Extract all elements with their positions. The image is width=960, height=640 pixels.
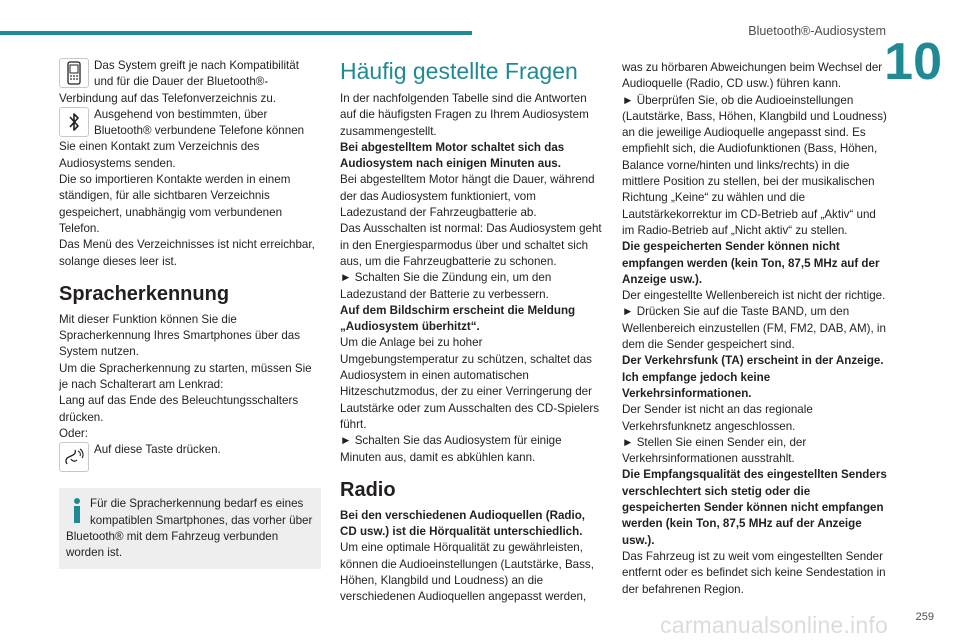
- bluetooth-icon: [59, 107, 89, 137]
- answer-1-2: Das Ausschalten ist normal: Das Audiosystem geht in den Energiesparmodus über und schaltet sich aus, um die Fahrzeugbatterie zu schonen.: [340, 222, 602, 268]
- answer-2-1: Um die Anlage bei zu hoher Umgebungstemperatur zu schützen, schaltet das Audiosystem in einen automatischen Hitzeschutzmodus, der zu einer Verringerung der Lautstärke oder zum Ausschalten des CD-Spielers führt.: [340, 336, 600, 431]
- column-1: [59, 58, 321, 569]
- voice-command-icon: [59, 442, 89, 472]
- question-1: Bei abgestelltem Motor schaltet sich das Audiosystem nach einigen Minuten aus.: [340, 140, 565, 171]
- heading-radio: Radio: [340, 478, 396, 501]
- paragraph-voice-3: Lang auf das Ende des Beleuchtungsschalters drücken.: [59, 394, 299, 424]
- paragraph-faq-intro: In der nachfolgenden Tabelle sind die Antworten auf die häufigsten Fragen zu Ihrem Audiosystem zusammengestellt.: [340, 92, 589, 138]
- answer-5-2: ► Stellen Sie einen Sender ein, der Verkehrsinformationen ausstrahlt.: [622, 435, 807, 466]
- answer-1-3: ► Schalten Sie die Zündung ein, um den Ladezustand der Batterie zu verbessern.: [340, 271, 552, 301]
- paragraph-voice-1: Mit dieser Funktion können Sie die Spracherkennung Ihres Smartphones über das System nutzen.: [59, 312, 301, 359]
- header-accent-bar: [0, 31, 472, 35]
- paragraph-press: Auf diese Taste drücken.: [94, 443, 221, 457]
- info-note-text: Für die Spracherkennung bedarf es eines kompatiblen Smartphones, das vorher über Bluetooth® mit dem Fahrzeug verbunden worden ist.: [66, 497, 313, 560]
- paragraph-voice-2: Um die Spracherkennung zu starten, müssen Sie je nach Schalterart am Lenkrad:: [59, 361, 312, 392]
- question-4: Die gespeicherten Sender können nicht empfangen werden (kein Ton, 87,5 MHz auf der Anzeige usw.).: [622, 240, 880, 286]
- chapter-number: 10: [884, 33, 942, 91]
- answer-4-2: ► Drücken Sie auf die Taste BAND, um den Wellenbereich einzustellen (FM, FM2, DAB, AM), in dem die Sender gespeichert sind.: [622, 305, 886, 352]
- answer-4-1: Der eingestellte Wellenbereich ist nicht der richtige.: [622, 289, 886, 303]
- question-2: Auf dem Bildschirm erscheint die Meldung „Audiosystem überhitzt“.: [340, 303, 576, 334]
- answer-3-3: ► Überprüfen Sie, ob die Audioeinstellungen (Lautstärke, Bass, Höhen, Klangbild und Loudness) an die jeweilige Audioquelle angepasst sind. Es empfiehlt sich, die Audiofunktionen (Bass, Höhen, Balance vorne/hinten und links/rechts) in die mittlere Position zu stellen, bei der musikalischen Richtung „Keine“ zu wählen und die Lautstärkekorrektur im CD-Betrieb auf „Aktiv“ und im Radio-Betrieb auf „Nicht aktiv“ zu stellen.: [622, 93, 887, 237]
- section-title: Bluetooth®-Audiosystem: [748, 24, 886, 38]
- answer-1-1: Bei abgestelltem Motor hängt die Dauer, während der das Audiosystem funktioniert, vom Ladezustand der Fahrzeugbatterie ab.: [340, 173, 595, 220]
- question-5: Der Verkehrsfunk (TA) erscheint in der Anzeige. Ich empfange jedoch keine Verkehrsinformationen.: [622, 354, 884, 400]
- phone-icon: [59, 58, 89, 88]
- heading-voice-recognition: Spracherkennung: [59, 282, 230, 305]
- answer-2-2: ► Schalten Sie das Audiosystem für einige Minuten aus, damit es abkühlen kann.: [340, 434, 562, 464]
- info-icon: [66, 496, 88, 524]
- question-3: Bei den verschiedenen Audioquellen (Radio, CD usw.) ist die Hörqualität unterschiedlich.: [340, 508, 586, 539]
- info-note: [59, 488, 321, 569]
- paragraph-import: Die so importieren Kontakte werden in einem ständigen, für alle sichtbaren Verzeichnis gespeichert, unabhängig vom verbundenen Telefon.: [59, 173, 291, 235]
- paragraph-oder: Oder:: [59, 426, 88, 440]
- paragraph-sync: Das System greift je nach Kompatibilität und für die Dauer der Bluetooth®-Verbindung auf das Telefonverzeichnis zu.: [59, 59, 299, 105]
- paragraph-bluetooth: Ausgehend von bestimmten, über Bluetooth® verbundene Telefone können Sie einen Kontakt zum Verzeichnis des Audiosystems senden.: [59, 107, 305, 170]
- watermark: carmanualsonline.info: [660, 612, 888, 638]
- paragraph-menu: Das Menü des Verzeichnisses ist nicht erreichbar, solange dieses leer ist.: [59, 238, 315, 268]
- answer-5-1: Der Sender ist nicht an das regionale Verkehrsfunknetz angeschlossen.: [622, 403, 813, 433]
- question-6: Die Empfangsqualität des eingestellten Senders verschlechtert sich stetig oder die gespeicherten Sender können nicht empfangen werden (kein Ton, 87,5 MHz auf der Anzeige usw.).: [622, 468, 887, 547]
- column-3: [622, 60, 887, 598]
- column-2: [340, 58, 602, 606]
- answer-3-1: Um eine optimale Hörqualität zu gewährleisten, können die Audioeinstellungen (Lautstärke, Bass, Höhen, Klangbild und Loudness) an die verschiedenen Audioquellen angepasst werden,: [340, 541, 594, 604]
- answer-3-2: was zu hörbaren Abweichungen beim Wechsel der Audioquelle (Radio, CD usw.) führen kann.: [622, 61, 883, 91]
- answer-6-1: Das Fahrzeug ist zu weit vom eingestellten Sender entfernt oder es befindet sich keine Sendestation in der befahrenen Region.: [622, 549, 886, 596]
- heading-faq: Häufig gestellte Fragen: [340, 58, 578, 84]
- page-number: 259: [915, 611, 934, 623]
